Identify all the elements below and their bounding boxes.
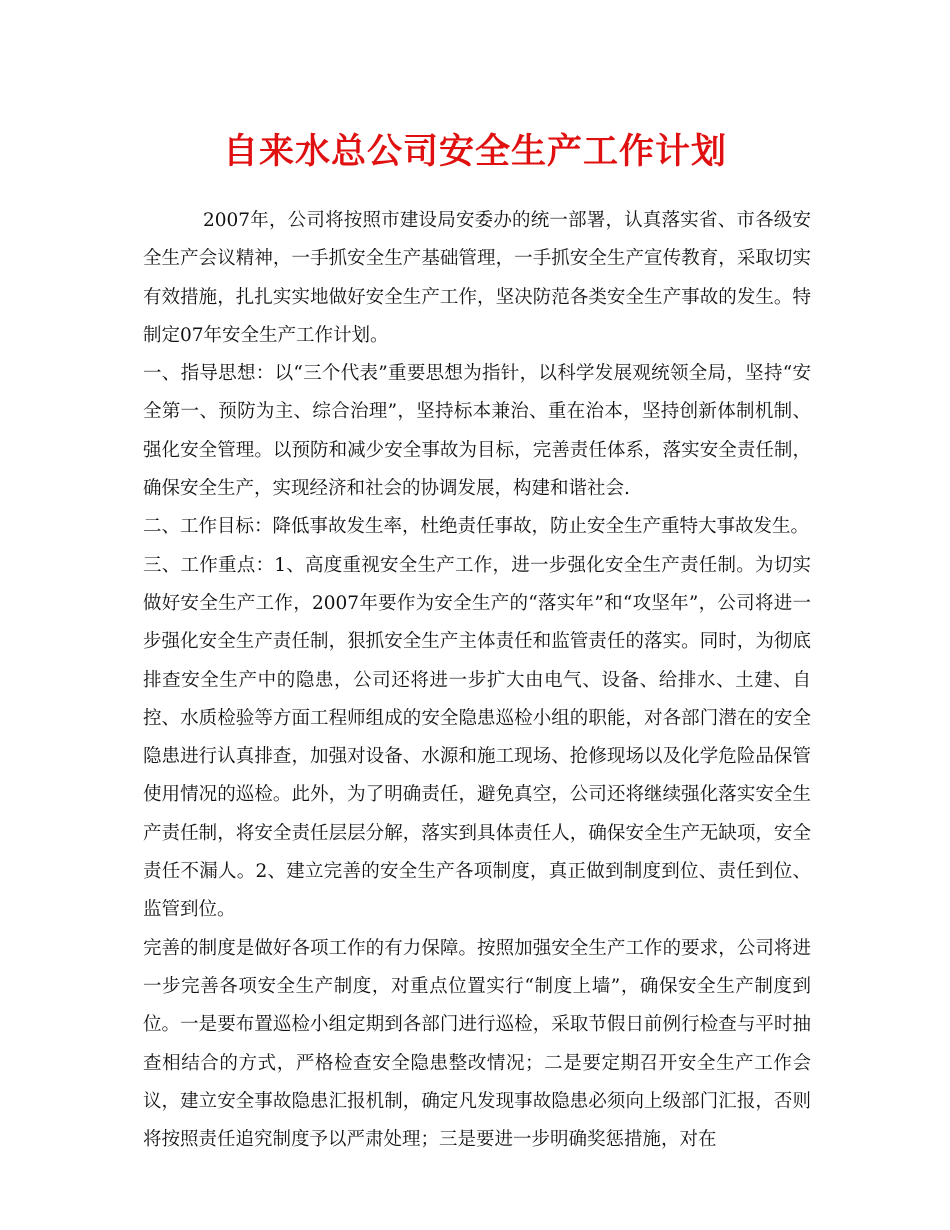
paragraph-intro: 2007年，公司将按照市建设局安委办的统一部署，认真落实省、市各级安全生产会议精神，一手抓安全生产基础管理，一手抓安全生产宣传教育，采取切实有效措施，扎扎实实地做好安全生产工作，坚决防范各类安全生产事故的发生。特制定07年安全生产工作计划。: [143, 210, 811, 346]
document-title: 自来水总公司安全生产工作计划: [222, 131, 727, 172]
paragraph-systems: 完善的制度是做好各项工作的有力保障。按照加强安全生产工作的要求，公司将进一步完善各项安全生产制度，对重点位置实行“制度上墙”，确保安全生产制度到位。一是要布置巡检小组定期到各部门进行巡检，采取节假日前例行检查与平时抽查相结合的方式，严格检查安全隐患整改情况；二是要定期召开安全生产工作会议，建立安全事故隐患汇报机制，确定凡发现事故隐患必须向上级部门汇报，否则将按照责任追究制度予以严肃处理；三是要进一步明确奖惩措施，对在: [143, 937, 811, 1151]
document-body: [143, 202, 811, 1159]
paragraph-work-focus: 三、工作重点：1、高度重视安全生产工作，进一步强化安全生产责任制。为切实做好安全生产工作，2007年要作为安全生产的“落实年”和“攻坚年”，公司将进一步强化安全生产责任制，狠抓安全生产主体责任和监管责任的落实。同时，为彻底排查安全生产中的隐患，公司还将进一步扩大由电气、设备、给排水、土建、自控、水质检验等方面工程师组成的安全隐患巡检小组的职能，对各部门潜在的安全隐患进行认真排查，加强对设备、水源和施工现场、抢修现场以及化学危险品保管使用情况的巡检。此外，为了明确责任，避免真空，公司还将继续强化落实安全生产责任制，将安全责任层层分解，落实到具体责任人，确保安全生产无缺项，安全责任不漏人。2、建立完善的安全生产各项制度，真正做到制度到位、责任到位、监管到位。: [143, 554, 811, 921]
paragraph-guiding-thought: 一、指导思想：以“三个代表”重要思想为指针，以科学发展观统领全局，坚持“安全第一、预防为主、综合治理”，坚持标本兼治、重在治本，坚持创新体制机制、强化安全管理。以预防和减少安全事故为目标，完善责任体系，落实安全责任制，确保安全生产，实现经济和社会的协调发展，构建和谐社会.: [143, 363, 811, 500]
paragraph-work-goal: 二、工作目标：降低事故发生率，杜绝责任事故，防止安全生产重特大事故发生。: [143, 516, 810, 538]
